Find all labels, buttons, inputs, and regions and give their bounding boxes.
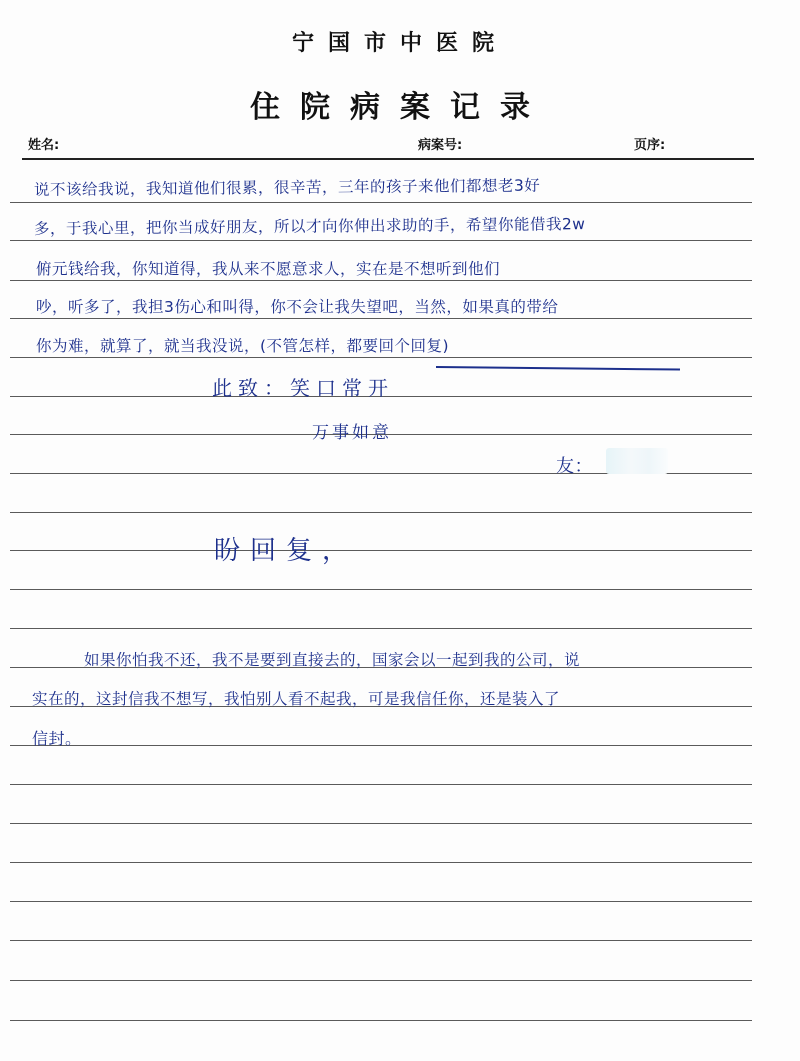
ruled-line — [10, 980, 752, 981]
ruled-line — [10, 357, 752, 358]
friend-signature: 友： — [556, 456, 593, 477]
letter-line: 信封。 — [32, 729, 82, 748]
letter-line: 如果你怕我不还，我不是要到直接去的，国家会以一起到我的公司，说 — [84, 651, 581, 669]
handwritten-underline — [436, 366, 680, 371]
header-divider — [22, 158, 754, 160]
form-title: 住院病案记录 — [250, 90, 550, 125]
ruled-line — [10, 901, 752, 902]
letter-line: 吵，听多了，我担3伤心和叫得，你不会让我失望吧，当然，如果真的带给 — [36, 298, 559, 316]
letter-line: 你为难，就算了，就当我没说，(不管怎样，都要回个回复) — [36, 337, 450, 355]
letter-line: 实在的，这封信我不想写，我怕别人看不起我，可是我信任你，还是装入了 — [32, 690, 561, 708]
ruled-line — [10, 745, 752, 746]
patient-name-label: 姓名: — [28, 138, 60, 153]
reply-request: 盼回复， — [214, 536, 359, 566]
ruled-line — [10, 550, 752, 551]
ruled-line — [10, 823, 752, 824]
ruled-line — [10, 784, 752, 785]
ruled-line — [10, 862, 752, 863]
page-order-label: 页序: — [634, 138, 666, 153]
ruled-line — [10, 1020, 752, 1021]
ruled-line — [10, 202, 752, 203]
ruled-line — [10, 628, 752, 629]
ruled-line — [10, 240, 752, 241]
letter-line: 多，于我心里，把你当成好朋友，所以才向你伸出求助的手，希望你能借我2w — [33, 215, 586, 239]
ruled-line — [10, 280, 752, 281]
ruled-line — [10, 318, 752, 319]
ruled-line — [10, 512, 752, 513]
sign-off: 此致：笑口常开 — [212, 376, 394, 400]
ruled-line — [10, 589, 752, 590]
hospital-name: 宁国市中医院 — [291, 30, 508, 56]
letter-line: 俯元钱给我，你知道得，我从来不愿意求人，实在是不想听到他们 — [36, 260, 501, 278]
ruled-line — [10, 940, 752, 941]
record-number-label: 病案号: — [418, 138, 463, 153]
letter-line: 说不该给我说，我知道他们很累，很辛苦，三年的孩子来他们都想老3好 — [33, 176, 541, 200]
sign-off-wish: 万事如意 — [312, 423, 392, 443]
redacted-signature — [606, 448, 668, 474]
